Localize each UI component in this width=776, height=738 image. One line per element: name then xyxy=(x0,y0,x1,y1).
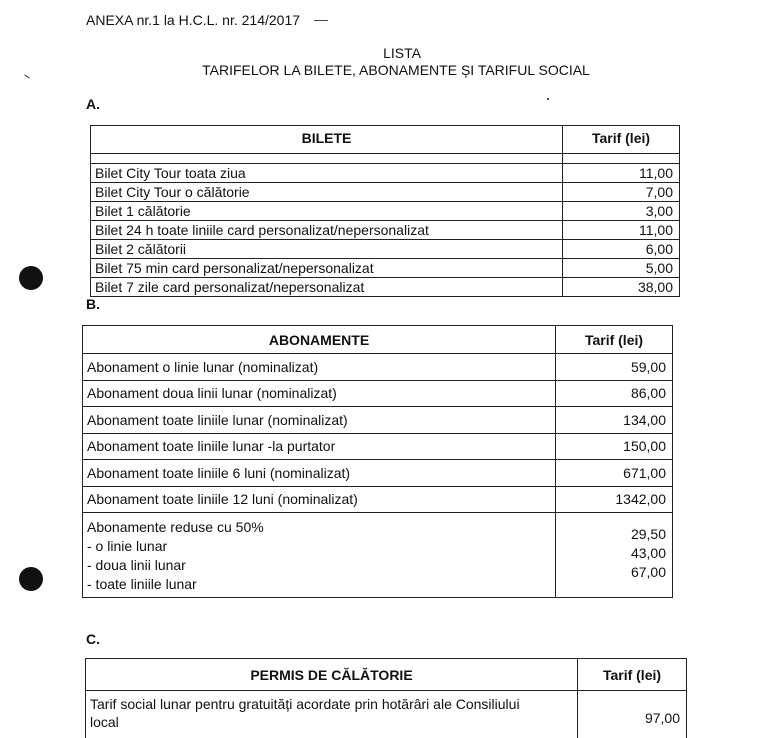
subscription-price: 150,00 xyxy=(556,433,673,460)
table-row xyxy=(83,380,673,407)
section-b-label: B. xyxy=(86,296,100,312)
document-subtitle: TARIFELOR LA BILETE, ABONAMENTE ȘI TARIFUL SOCIAL xyxy=(202,62,590,78)
subscription-price: 86,00 xyxy=(556,380,673,407)
ticket-name: Bilet 2 călătorii xyxy=(91,240,563,259)
permit-price: 97,00 xyxy=(578,691,687,738)
ticket-price: 11,00 xyxy=(563,221,680,240)
ticket-name: Bilet 24 h toate liniile card personalizat/nepersonalizat xyxy=(91,221,563,240)
ticket-price: 3,00 xyxy=(563,202,680,221)
table-row xyxy=(91,278,680,297)
tickets-header-name: BILETE xyxy=(91,126,563,154)
ticket-price: 6,00 xyxy=(563,240,680,259)
subscription-name: Abonament toate liniile 6 luni (nominalizat) xyxy=(83,460,556,487)
permit-description xyxy=(86,691,578,738)
subscriptions-header-price: Tarif (lei) xyxy=(556,326,673,354)
punch-hole-mark xyxy=(19,266,43,290)
table-row xyxy=(86,691,687,738)
table-row xyxy=(91,202,680,221)
permit-header-name: PERMIS DE CĂLĂTORIE xyxy=(86,659,578,691)
subscriptions-table xyxy=(82,325,673,598)
reduced-item-price: 67,00 xyxy=(630,564,666,580)
ticket-name: Bilet 75 min card personalizat/nepersonalizat xyxy=(91,259,563,278)
travel-permit-table xyxy=(85,658,687,738)
table-row xyxy=(91,183,680,202)
document-title: LISTA xyxy=(383,45,421,61)
punch-hole-mark xyxy=(19,567,43,591)
reduced-item-name: - o linie lunar xyxy=(87,538,168,554)
reduced-item-price: 43,00 xyxy=(630,545,666,561)
table-row xyxy=(83,433,673,460)
section-c-label: C. xyxy=(86,631,100,647)
scan-speck xyxy=(547,98,549,100)
table-row xyxy=(91,240,680,259)
spacer-cell xyxy=(563,154,680,164)
subscription-name: Abonament doua linii lunar (nominalizat) xyxy=(83,380,556,407)
table-row xyxy=(91,164,680,183)
tickets-header-price: Tarif (lei) xyxy=(563,126,680,154)
table-row xyxy=(83,486,673,513)
subscription-price: 134,00 xyxy=(556,407,673,434)
table-row xyxy=(91,221,680,240)
ticket-price: 11,00 xyxy=(563,164,680,183)
ticket-name: Bilet City Tour toata ziua xyxy=(91,164,563,183)
permit-description-line: local xyxy=(90,714,119,730)
reduced-subscriptions-names xyxy=(83,513,556,598)
permit-description-line: Tarif social lunar pentru gratuități acordate prin hotărâri ale Consiliului xyxy=(90,696,520,712)
ticket-name: Bilet 7 zile card personalizat/nepersonalizat xyxy=(91,278,563,297)
subscriptions-header-name: ABONAMENTE xyxy=(83,326,556,354)
subscription-name: Abonament toate liniile lunar (nominalizat) xyxy=(83,407,556,434)
ticket-price: 38,00 xyxy=(563,278,680,297)
reduced-title: Abonamente reduse cu 50% xyxy=(87,519,264,535)
reduced-item-name: - toate liniile lunar xyxy=(87,576,197,592)
annex-reference: ANEXA nr.1 la H.C.L. nr. 214/2017 xyxy=(86,12,301,28)
table-row xyxy=(83,354,673,381)
subscription-name: Abonament toate liniile 12 luni (nominalizat) xyxy=(83,486,556,513)
reduced-subscriptions-row xyxy=(83,513,673,598)
ticket-name: Bilet City Tour o călătorie xyxy=(91,183,563,202)
spacer-cell xyxy=(91,154,563,164)
table-row xyxy=(83,460,673,487)
subscription-name: Abonament toate liniile lunar -la purtator xyxy=(83,433,556,460)
reduced-subscriptions-prices xyxy=(556,513,673,598)
ticket-name: Bilet 1 călătorie xyxy=(91,202,563,221)
subscription-name: Abonament o linie lunar (nominalizat) xyxy=(83,354,556,381)
ticket-price: 7,00 xyxy=(563,183,680,202)
ticket-price: 5,00 xyxy=(563,259,680,278)
reduced-item-name: - doua linii lunar xyxy=(87,557,186,573)
subscription-price: 1342,00 xyxy=(556,486,673,513)
subscription-price: 59,00 xyxy=(556,354,673,381)
tickets-table xyxy=(90,125,680,297)
reduced-item-price: 29,50 xyxy=(630,526,666,542)
scan-speck xyxy=(314,20,328,21)
table-row xyxy=(91,259,680,278)
table-row xyxy=(83,407,673,434)
subscription-price: 671,00 xyxy=(556,460,673,487)
permit-header-price: Tarif (lei) xyxy=(578,659,687,691)
section-a-label: A. xyxy=(86,96,100,112)
